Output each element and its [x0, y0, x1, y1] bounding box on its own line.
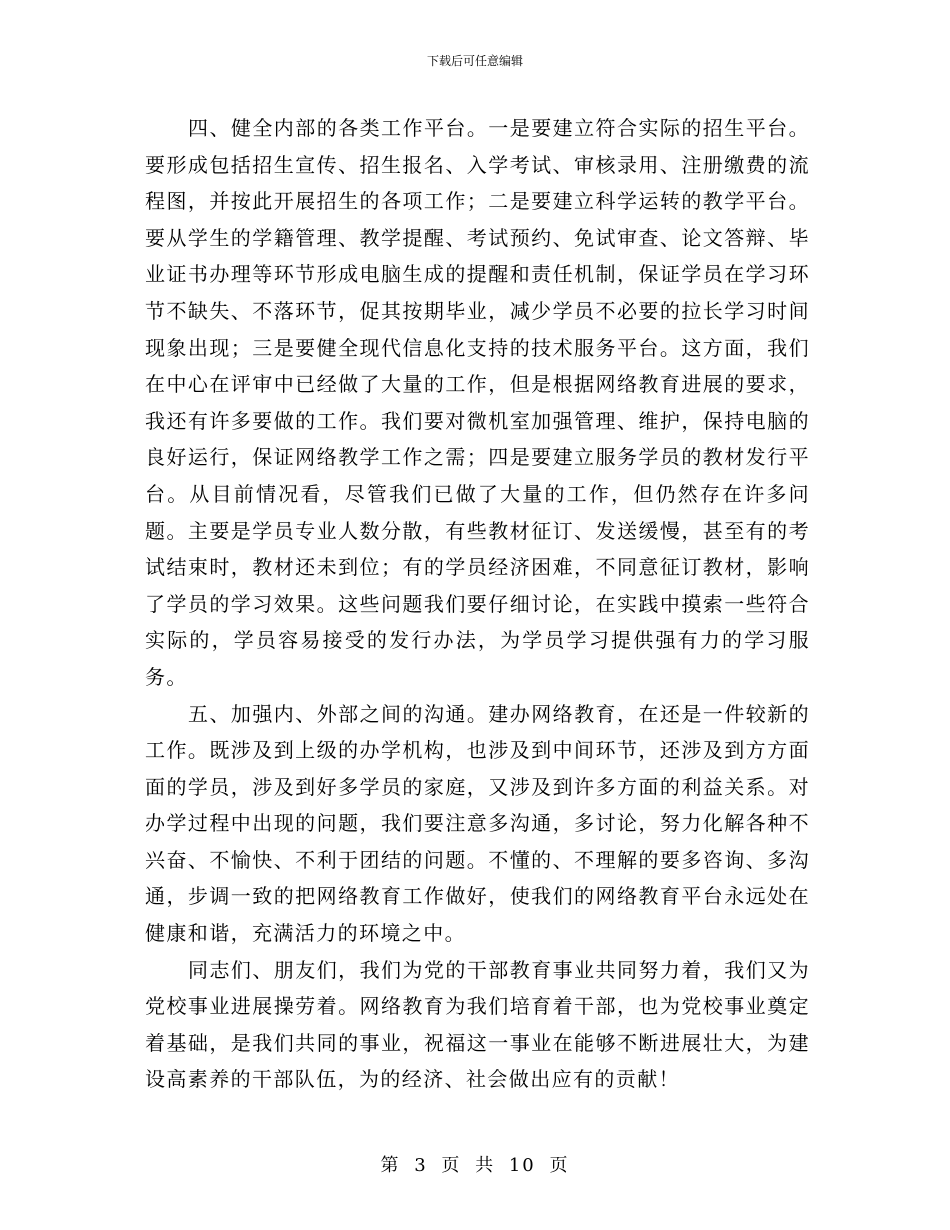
page-footer [0, 1155, 950, 1177]
document-body [145, 110, 810, 1098]
page-header [0, 53, 950, 69]
paragraph-communication: 五、加强内、外部之间的沟通。建办网络教育，在还是一件较新的工作。既涉及到上级的办学机构，也涉及到中间环节，还涉及到方方面面的学员，涉及到好多学员的家庭，又涉及到许多方面的利益关系。对办学过程中出现的问题，我们要注意多沟通，多讨论，努力化解各种不兴奋、不愉快、不利于团结的问题。不懂的、不理解的要多咨询、多沟通，步调一致的把网络教育工作做好，使我们的网络教育平台永远处在健康和谐，充满活力的环境之中。 [145, 701, 810, 946]
header-note: 下载后可任意编辑 [426, 54, 523, 68]
paragraph-platforms: 四、健全内部的各类工作平台。一是要建立符合实际的招生平台。要形成包括招生宣传、招生报名、入学考试、审核录用、注册缴费的流程图，并按此开展招生的各项工作；二是要建立科学运转的教学平台。要从学生的学籍管理、教学提醒、考试预约、免试审查、论文答辩、毕业证书办理等环节形成电脑生成的提醒和责任机制，保证学员在学习环节不缺失、不落环节，促其按期毕业，减少学员不必要的拉长学习时间现象出现；三是要健全现代信息化支持的技术服务平台。这方面，我们在中心在评审中已经做了大量的工作，但是根据网络教育进展的要求，我还有许多要做的工作。我们要对微机室加强管理、维护，保持电脑的良好运行，保证网络教学工作之需；四是要建立服务学员的教材发行平台。从目前情况看，尽管我们已做了大量的工作，但仍然存在许多问题。主要是学员专业人数分散，有些教材征订、发送缓慢，甚至有的考试结束时，教材还未到位；有的学员经济困难，不同意征订教材，影响了学员的学习效果。这些问题我们要仔细讨论，在实践中摸索一些符合实际的，学员容易接受的发行办法，为学员学习提供强有力的学习服务。 [145, 116, 810, 689]
page-number-label: 第 3 页 共 10 页 [380, 1155, 570, 1176]
paragraph-closing: 同志们、朋友们，我们为党的干部教育事业共同努力着，我们又为党校事业进展操劳着。网络教育为我们培育着干部，也为党校事业奠定着基础，是我们共同的事业，祝福这一事业在能够不断进展壮大，为建设高素养的干部队伍，为的经济、社会做出应有的贡献！ [145, 957, 810, 1092]
